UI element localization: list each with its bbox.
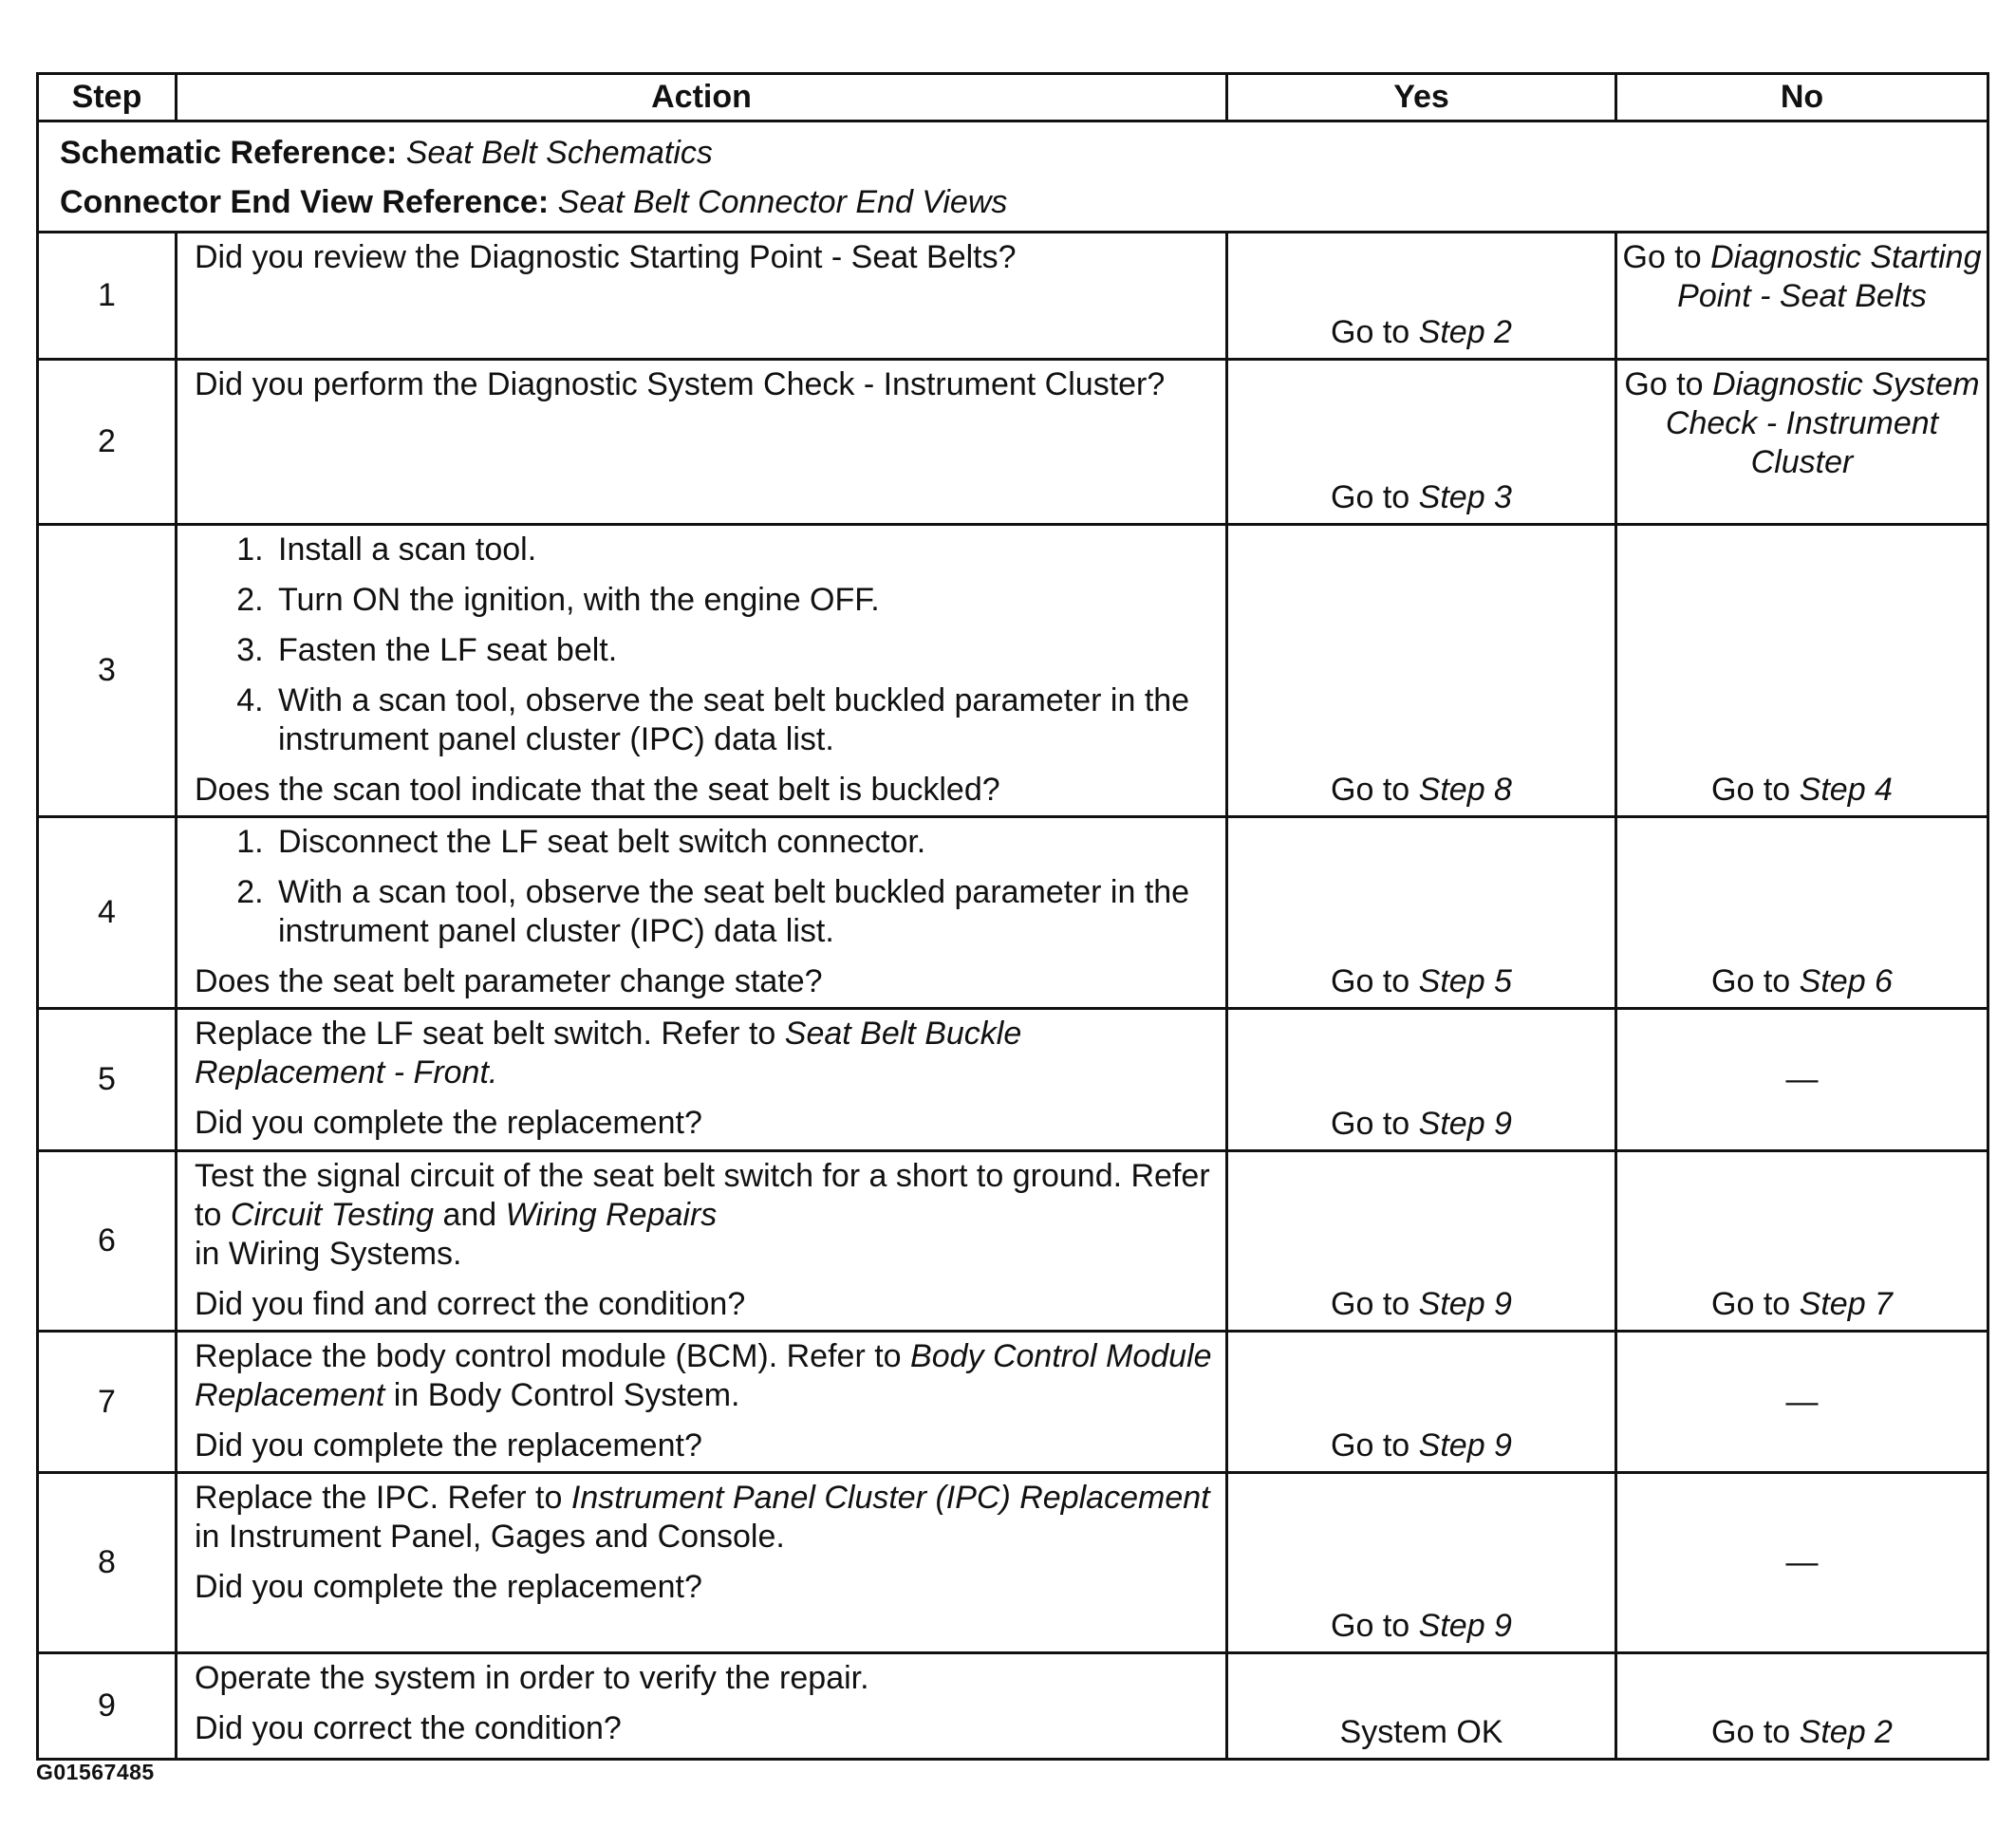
action-reference-link[interactable]: Body Control Module Replacement [195, 1338, 1212, 1413]
goto-prefix: Go to [1331, 314, 1410, 350]
action-text-part: and [442, 1197, 497, 1233]
yes-cell [1227, 817, 1616, 1009]
no-cell [1616, 1653, 1988, 1760]
table-row [38, 1332, 1988, 1473]
goto-prefix: Go to [1331, 1286, 1410, 1322]
goto-prefix: Go to [1711, 963, 1791, 999]
reference-cell [38, 121, 1988, 233]
yes-step-link[interactable]: Step 2 [1418, 314, 1512, 350]
goto-prefix: Go to [1331, 1106, 1410, 1142]
yes-step-link[interactable]: Step 9 [1418, 1427, 1512, 1464]
action-question: Did you complete the replacement? [195, 1105, 702, 1141]
table-row [38, 360, 1988, 525]
schematic-reference-label: Schematic Reference: [60, 135, 398, 171]
action-question: Does the scan tool indicate that the seat belt is buckled? [195, 772, 1000, 808]
header-no: No [1616, 74, 1988, 121]
action-text-part: Replace the IPC. Refer to [195, 1480, 563, 1516]
step-number: 1 [38, 233, 177, 360]
action-text-part: in Body Control System. [393, 1377, 740, 1413]
action-cell [177, 817, 1227, 1009]
yes-cell [1227, 1151, 1616, 1332]
no-cell [1616, 360, 1988, 525]
action-text: Did you review the Diagnostic Starting Point - Seat Belts? [195, 239, 1017, 275]
step-number: 6 [38, 1151, 177, 1332]
goto-prefix: Go to [1331, 772, 1410, 808]
action-cell [177, 1473, 1227, 1653]
yes-cell [1227, 1009, 1616, 1151]
no-cell [1616, 1473, 1988, 1653]
action-text-part: in Wiring Systems. [195, 1236, 462, 1272]
yes-step-link[interactable]: Step 8 [1418, 772, 1512, 808]
step-number: 4 [38, 817, 177, 1009]
substep-list [195, 823, 1212, 951]
action-cell [177, 1009, 1227, 1151]
action-reference-link[interactable]: Instrument Panel Cluster (IPC) Replacement [570, 1480, 1210, 1516]
action-question: Did you correct the condition? [195, 1710, 622, 1746]
yes-cell [1227, 1653, 1616, 1760]
no-dash: — [1785, 1544, 1819, 1580]
action-cell [177, 360, 1227, 525]
substep-item: 2. Turn ON the ignition, with the engine OFF. [272, 581, 1212, 620]
no-step-link[interactable]: Step 6 [1799, 963, 1893, 999]
table-row [38, 1653, 1988, 1760]
action-question: Does the seat belt parameter change state? [195, 963, 823, 999]
no-step-link[interactable]: Step 4 [1799, 772, 1893, 808]
yes-cell [1227, 1332, 1616, 1473]
goto-prefix: Go to [1331, 479, 1410, 515]
action-text [195, 1337, 1212, 1415]
table-row [38, 233, 1988, 360]
action-cell [177, 1653, 1227, 1760]
goto-prefix: Go to [1624, 366, 1704, 402]
action-reference-link[interactable]: Seat Belt Buckle Replacement - Front. [195, 1016, 1022, 1091]
goto-prefix: Go to [1331, 1608, 1410, 1644]
step-number: 2 [38, 360, 177, 525]
no-reference-link[interactable]: Diagnostic Starting Point - Seat Belts [1677, 239, 1982, 314]
yes-result: System OK [1339, 1714, 1503, 1750]
figure-id: G01567485 [36, 1760, 155, 1784]
action-question: Did you complete the replacement? [195, 1427, 702, 1464]
yes-step-link[interactable]: Step 5 [1418, 963, 1512, 999]
header-yes: Yes [1227, 74, 1616, 121]
substep-item: 1. Disconnect the LF seat belt switch connector. [272, 823, 1212, 862]
no-cell [1616, 525, 1988, 817]
no-cell [1616, 1151, 1988, 1332]
connector-reference-label: Connector End View Reference: [60, 184, 550, 220]
no-cell [1616, 1009, 1988, 1151]
action-text-part: Replace the body control module (BCM). Refer to [195, 1338, 902, 1374]
goto-prefix: Go to [1711, 772, 1791, 808]
table-row [38, 1473, 1988, 1653]
no-dash: — [1785, 1383, 1819, 1420]
table-row [38, 1009, 1988, 1151]
substep-item: 2. With a scan tool, observe the seat belt buckled parameter in the instrument panel cluster (IPC) data list. [272, 873, 1212, 951]
yes-cell [1227, 233, 1616, 360]
no-cell [1616, 1332, 1988, 1473]
action-question: Did you complete the replacement? [195, 1569, 702, 1605]
action-cell [177, 1151, 1227, 1332]
substep-list [195, 531, 1212, 759]
goto-prefix: Go to [1711, 1714, 1791, 1750]
step-number: 3 [38, 525, 177, 817]
yes-cell [1227, 360, 1616, 525]
schematic-reference-link[interactable]: Seat Belt Schematics [405, 135, 713, 171]
action-text: Operate the system in order to verify the repair. [195, 1660, 869, 1696]
table-row [38, 525, 1988, 817]
reference-row [38, 121, 1988, 233]
diagnostic-table [36, 72, 1989, 1761]
action-text [195, 1157, 1212, 1274]
yes-step-link[interactable]: Step 3 [1418, 479, 1512, 515]
goto-prefix: Go to [1331, 1427, 1410, 1464]
header-row [38, 74, 1988, 121]
table-row [38, 817, 1988, 1009]
no-cell [1616, 817, 1988, 1009]
action-text [195, 1015, 1212, 1092]
action-cell [177, 233, 1227, 360]
substep-item: 3. Fasten the LF seat belt. [272, 631, 1212, 670]
circuit-testing-link[interactable]: Circuit Testing [230, 1197, 434, 1233]
action-question: Did you find and correct the condition? [195, 1286, 746, 1322]
yes-step-link[interactable]: Step 9 [1418, 1608, 1512, 1644]
action-cell [177, 1332, 1227, 1473]
goto-prefix: Go to [1711, 1286, 1791, 1322]
table-row [38, 1151, 1988, 1332]
action-text: Did you perform the Diagnostic System Check - Instrument Cluster? [195, 366, 1166, 402]
no-reference-link[interactable]: Diagnostic System Check - Instrument Cluster [1665, 366, 1980, 480]
yes-step-link[interactable]: Step 9 [1418, 1286, 1512, 1322]
connector-reference [60, 177, 1966, 227]
action-text-part: in Instrument Panel, Gages and Console. [195, 1519, 785, 1555]
substep-item: 1. Install a scan tool. [272, 531, 1212, 569]
action-text-part: Test the signal circuit of the seat belt switch for a short to ground. Refer to [195, 1158, 1210, 1233]
yes-step-link[interactable]: Step 9 [1418, 1106, 1512, 1142]
header-action: Action [177, 74, 1227, 121]
goto-prefix: Go to [1331, 963, 1410, 999]
action-text-part: Replace the LF seat belt switch. Refer to [195, 1016, 776, 1052]
schematic-reference [60, 128, 1966, 177]
yes-cell [1227, 1473, 1616, 1653]
no-step-link[interactable]: Step 7 [1799, 1286, 1893, 1322]
substep-item: 4. With a scan tool, observe the seat belt buckled parameter in the instrument panel cluster (IPC) data list. [272, 681, 1212, 759]
header-step: Step [38, 74, 177, 121]
action-text [195, 1479, 1212, 1557]
goto-prefix: Go to [1622, 239, 1702, 275]
connector-reference-link[interactable]: Seat Belt Connector End Views [557, 184, 1008, 220]
step-number: 5 [38, 1009, 177, 1151]
action-cell [177, 525, 1227, 817]
no-dash: — [1785, 1061, 1819, 1097]
no-step-link[interactable]: Step 2 [1799, 1714, 1893, 1750]
step-number: 7 [38, 1332, 177, 1473]
step-number: 9 [38, 1653, 177, 1760]
step-number: 8 [38, 1473, 177, 1653]
no-cell [1616, 233, 1988, 360]
wiring-repairs-link[interactable]: Wiring Repairs [505, 1197, 718, 1233]
yes-cell [1227, 525, 1616, 817]
